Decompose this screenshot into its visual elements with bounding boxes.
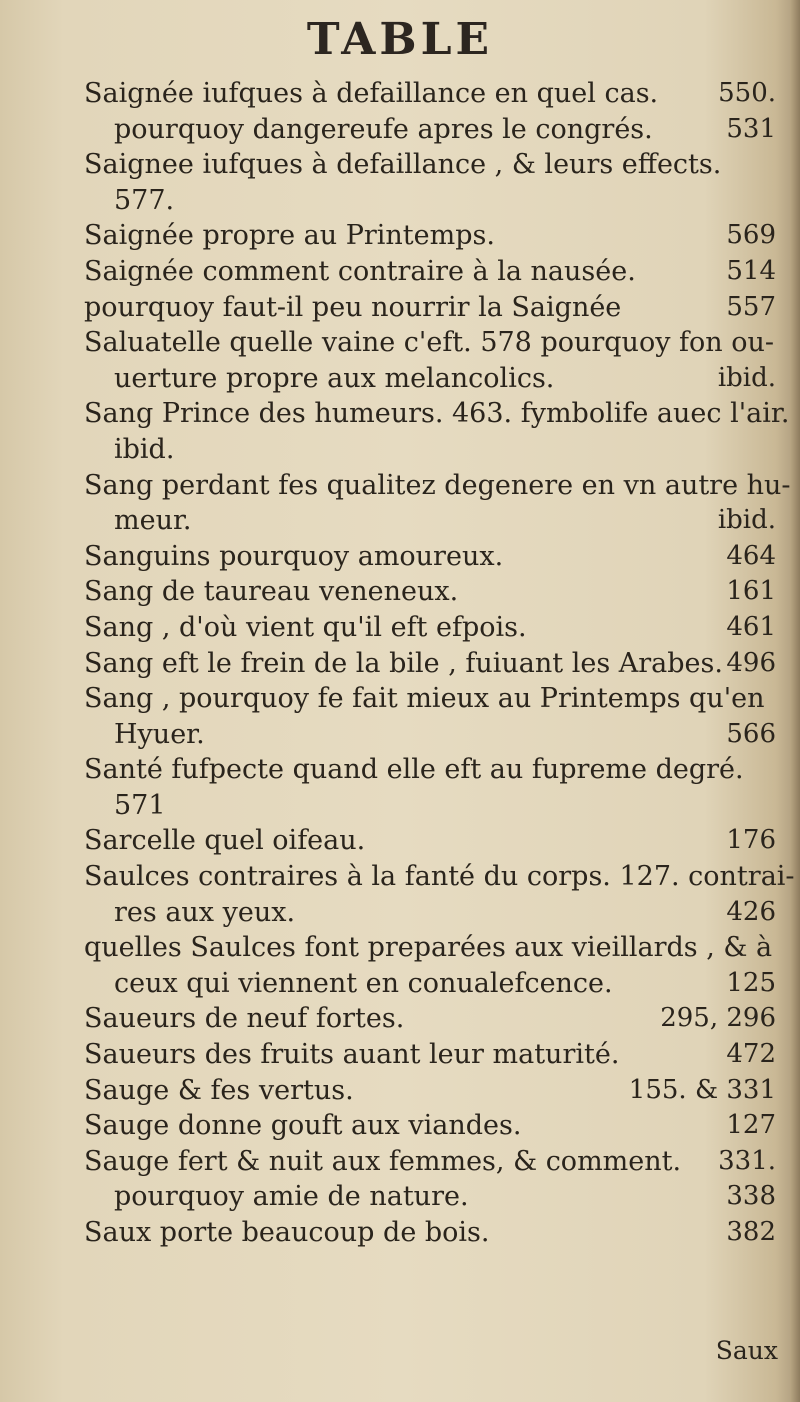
entry-text: Saignée comment contraire à la nausée. — [84, 255, 636, 287]
index-entry — [84, 76, 784, 112]
index-entry — [84, 717, 784, 753]
index-entry — [84, 218, 784, 254]
entry-page-reference: 125 — [726, 967, 776, 998]
index-entry — [84, 752, 784, 788]
entry-text: Hyuer. — [114, 718, 205, 750]
index-entry — [84, 396, 790, 432]
index-entry — [84, 432, 784, 468]
index-entry — [84, 681, 784, 717]
entry-text: Saignée iufques à defaillance en quel cas. — [84, 78, 659, 109]
index-entry — [84, 1073, 784, 1109]
entry-text: 571 — [114, 789, 166, 821]
index-entry — [84, 895, 784, 931]
entry-text: pourquoy amie de nature. — [114, 1181, 469, 1213]
entry-page-reference: 496 — [726, 647, 776, 678]
index-entry — [84, 610, 784, 646]
index-entry — [84, 1144, 784, 1180]
entry-page-reference: 331. — [718, 1145, 776, 1176]
entry-text: Saueurs des fruits auant leur maturité. — [84, 1039, 620, 1071]
entry-text: Sauge donne gouft aux viandes. — [84, 1110, 522, 1142]
entry-page-reference: 338 — [726, 1181, 776, 1212]
entry-text: Sarcelle quel oifeau. — [84, 825, 366, 857]
entry-page-reference: 161 — [726, 576, 776, 607]
entry-text: meur. — [114, 505, 192, 537]
catchword: Saux — [715, 1336, 778, 1365]
entry-page-reference: ibid. — [717, 362, 776, 393]
entry-text: pourquoy dangereufe apres le congrés. — [114, 113, 653, 145]
index-entry — [84, 788, 784, 824]
index-entry — [84, 254, 784, 290]
entry-page-reference: 382 — [726, 1217, 776, 1247]
entry-page-reference: ibid. — [717, 505, 776, 536]
entry-text: pourquoy faut-il peu nourrir la Saignée — [84, 291, 622, 323]
index-entry — [84, 930, 784, 966]
entry-page-reference: 155. & 331 — [628, 1074, 776, 1105]
entry-text: 577. — [114, 184, 175, 216]
entry-text: Sang eft le frein de la bile , fuiuant les Arabes. — [84, 647, 723, 679]
index-entry — [84, 325, 784, 361]
index-entry — [84, 966, 784, 1002]
index-entry — [84, 468, 791, 504]
entry-page-reference: 557 — [726, 291, 776, 322]
entry-text: res aux yeux. — [114, 896, 296, 928]
entry-text: ibid. — [114, 433, 175, 465]
entry-text: Saulces contraires à la fanté du corps. 127. contrai- — [84, 861, 795, 893]
entry-text: Sang perdant fes qualitez degenere en vn autre hu- — [84, 469, 791, 501]
entry-text: ceux qui viennent en conualefcence. — [114, 967, 613, 999]
index-entry — [84, 1179, 784, 1215]
entry-text: Saignee iufques à defaillance , & leurs effects. — [84, 149, 722, 181]
page-title: TABLE — [306, 14, 494, 65]
index-entries — [84, 76, 795, 1251]
entry-page-reference: 566 — [726, 718, 776, 749]
index-entry — [84, 1037, 784, 1073]
page-edge — [790, 0, 800, 1402]
index-entry — [84, 183, 784, 219]
entry-page-reference: 514 — [726, 255, 776, 286]
entry-text: Sauge fert & nuit aux femmes, & comment. — [84, 1145, 682, 1177]
entry-page-reference: 464 — [726, 540, 776, 571]
entry-text: uerture propre aux melancolics. — [114, 362, 555, 394]
entry-text: Sang , pourquoy fe fait mieux au Printemps qu'en — [84, 683, 765, 715]
entry-page-reference: 531 — [726, 113, 776, 144]
index-entry — [84, 290, 784, 326]
index-entry — [84, 574, 784, 610]
entry-text: Saueurs de neuf fortes. — [84, 1003, 405, 1035]
index-entry — [84, 361, 784, 397]
entry-page-reference: 550. — [718, 78, 776, 108]
index-entry — [84, 823, 784, 859]
entry-page-reference: 461 — [726, 611, 776, 642]
index-entry — [84, 539, 784, 575]
entry-text: Santé fufpecte quand elle eft au fupreme degré. — [84, 754, 744, 786]
index-entry — [84, 112, 784, 148]
entry-text: Saux porte beaucoup de bois. — [84, 1217, 490, 1248]
index-entry — [84, 1001, 784, 1037]
entry-text: Saignée propre au Printemps. — [84, 220, 495, 252]
index-entry — [84, 503, 784, 539]
entry-page-reference: 176 — [726, 825, 776, 856]
entry-page-reference: 127 — [726, 1110, 776, 1141]
entry-text: quelles Saulces font preparées aux vieillards , & à — [84, 932, 773, 964]
entry-page-reference: 426 — [726, 896, 776, 927]
entry-page-reference: 569 — [726, 220, 776, 251]
entry-page-reference: 295, 296 — [660, 1003, 776, 1034]
index-entry — [84, 147, 784, 183]
entry-text: Saluatelle quelle vaine c'eft. 578 pourquoy fon ou- — [84, 327, 775, 359]
entry-page-reference: 472 — [726, 1039, 776, 1070]
index-entry — [84, 646, 784, 682]
index-entry — [84, 859, 795, 895]
entry-text: Sanguins pourquoy amoureux. — [84, 540, 504, 572]
index-entry — [84, 1108, 784, 1144]
entry-text: Sang de taureau veneneux. — [84, 576, 459, 608]
entry-text: Sauge & fes vertus. — [84, 1074, 354, 1106]
entry-text: Sang , d'où vient qu'il eft efpois. — [84, 611, 527, 643]
entry-text: Sang Prince des humeurs. 463. fymbolife auec l'air. — [84, 398, 790, 430]
index-entry — [84, 1215, 784, 1251]
